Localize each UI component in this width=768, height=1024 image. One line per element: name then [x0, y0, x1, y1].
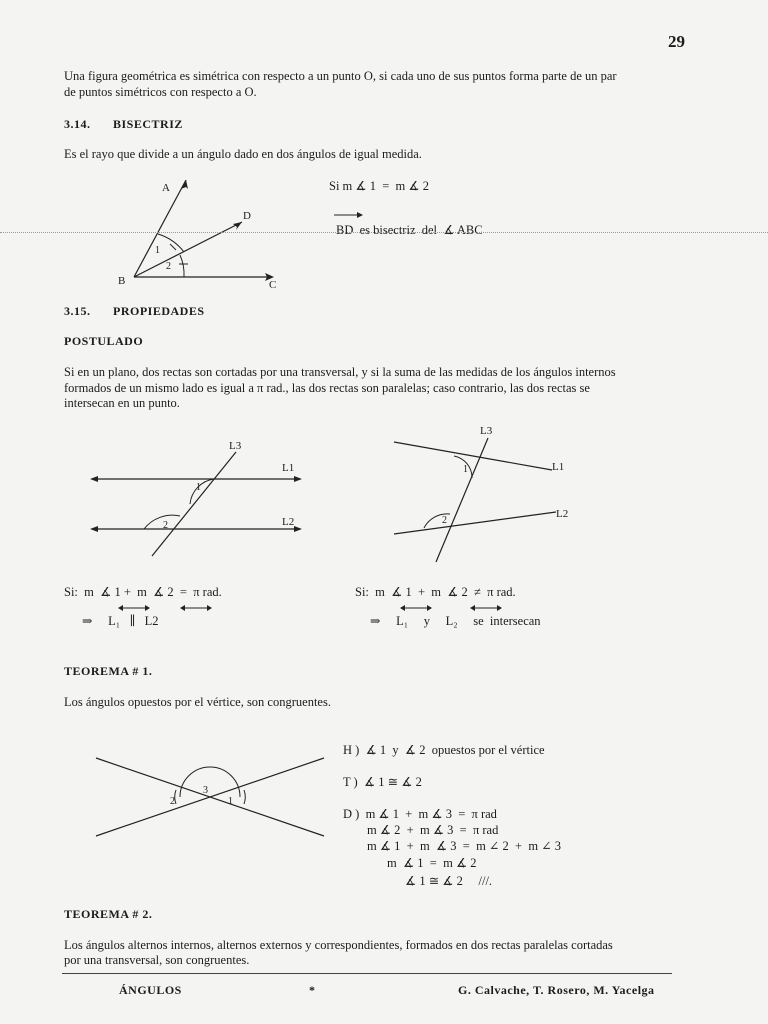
demo-line-3: m ∡ 1 + m ∡ 3 = m ∠ 2 + m ∠ 3: [367, 839, 562, 853]
bisectriz-definition: Es el rayo que divide a un ángulo dado en dos ángulos de igual medida.: [64, 147, 422, 161]
postulado-title: POSTULADO: [64, 334, 144, 348]
angle-label-2: 2: [166, 261, 171, 272]
angle-1-arc: [158, 234, 184, 252]
label-L2: L2: [556, 508, 569, 520]
line-arrows-parallel: [118, 604, 214, 612]
label-D: D: [243, 210, 251, 222]
teorema-2-line-1: Los ángulos alternos internos, alternos externos y correspondientes, formados en dos rectas paralelas cortadas: [64, 938, 613, 952]
footer-chapter: ÁNGULOS: [119, 983, 182, 997]
section-3-15-title: PROPIEDADES: [113, 304, 205, 318]
footer-rule: [62, 973, 672, 974]
line-L2: [394, 512, 556, 534]
label-A: A: [162, 182, 170, 194]
angle-label-1: 1: [463, 464, 468, 475]
bisectriz-condition: Si m ∡ 1 = m ∡ 2: [329, 179, 429, 193]
vector-arrow-BD: [334, 211, 364, 219]
postulado-line-2: formados de un mismo lado es igual a π rad., las dos rectas son paralelas; caso contrario, las dos rectas se: [64, 381, 590, 395]
postulado-line-1: Si en un plano, dos rectas son cortadas por una transversal, y si la suma de las medidas de los ángulos internos: [64, 365, 616, 379]
label-B: B: [118, 275, 126, 287]
bisectriz-figure: [110, 172, 300, 294]
intersect-conclusion: ⇒ L₁ y L₂ se intersecan: [370, 614, 541, 628]
teorema-2-line-2: por una transversal, son congruentes.: [64, 953, 250, 967]
label-L1: L1: [282, 462, 295, 474]
label-L3: L3: [480, 425, 493, 437]
angle-label-1: 1: [155, 245, 160, 256]
postulado-line-3: intersecan en un punto.: [64, 396, 180, 410]
demo-line-2: m ∡ 2 + m ∡ 3 = π rad: [367, 823, 499, 837]
demo-line-1: D ) m ∡ 1 + m ∡ 3 = π rad: [343, 807, 497, 821]
angle-label-2: 2: [170, 796, 175, 807]
label-L2: L2: [282, 516, 295, 528]
intro-line-1: Una figura geométrica es simétrica con respecto a un punto O, si cada uno de sus puntos forma parte de un par: [64, 69, 617, 83]
angle-1-arc: [244, 790, 245, 804]
angle-1-tick: [170, 244, 176, 250]
intersecting-lines-figure: [386, 420, 582, 568]
demo-line-4: m ∡ 1 = m ∡ 2: [387, 856, 477, 870]
ray-BD: [134, 222, 242, 277]
footer-star: *: [309, 983, 316, 997]
page-number: 29: [668, 32, 685, 51]
thesis: T ) ∡ 1 ≅ ∡ 2: [343, 775, 422, 789]
teorema-1-title: TEOREMA # 1.: [64, 664, 153, 678]
angle-3-arc: [180, 767, 240, 797]
vertical-angles-figure: [92, 752, 332, 842]
section-3-15-number: 3.15.: [64, 304, 91, 318]
line-arrows-intersect: [400, 604, 504, 612]
angle-label-1: 1: [228, 796, 233, 807]
parallel-conclusion: ⇒ L₁ ∥ L2: [82, 614, 159, 628]
parallel-lines-figure: [84, 434, 314, 562]
intro-line-2: de puntos simétricos con respecto a O.: [64, 85, 257, 99]
teorema-2-title: TEOREMA # 2.: [64, 907, 153, 921]
label-L3: L3: [229, 440, 242, 452]
label-L1: L1: [552, 461, 565, 473]
transversal-L3: [152, 452, 236, 556]
arrow-head-A: [181, 180, 188, 189]
section-3-14-title: BISECTRIZ: [113, 117, 183, 131]
angle-2-arc: [144, 515, 180, 529]
label-C: C: [269, 279, 277, 291]
ray-BA: [134, 180, 186, 277]
angle-label-1: 1: [196, 482, 201, 493]
angle-label-2: 2: [163, 520, 168, 531]
parallel-condition: Si: m ∡ 1 + m ∡ 2 = π rad.: [64, 585, 222, 599]
demo-line-5: ∡ 1 ≅ ∡ 2 ///.: [405, 874, 493, 888]
angle-2-arc: [180, 255, 184, 277]
bisectriz-conclusion: BD es bisectriz del ∡ ABC: [336, 223, 483, 237]
transversal-L3: [436, 438, 488, 562]
intersect-condition: Si: m ∡ 1 + m ∡ 2 ≠ π rad.: [355, 585, 516, 599]
hypothesis: H ) ∡ 1 y ∡ 2 opuestos por el vértice: [343, 743, 545, 757]
section-3-14-number: 3.14.: [64, 117, 91, 131]
footer-authors: G. Calvache, T. Rosero, M. Yacelga: [458, 983, 655, 997]
line-L1: [394, 442, 552, 470]
teorema-1-statement: Los ángulos opuestos por el vértice, son congruentes.: [64, 695, 331, 709]
scan-dotted-line: [0, 232, 768, 233]
angle-label-3: 3: [203, 785, 208, 796]
angle-label-2: 2: [442, 515, 447, 526]
